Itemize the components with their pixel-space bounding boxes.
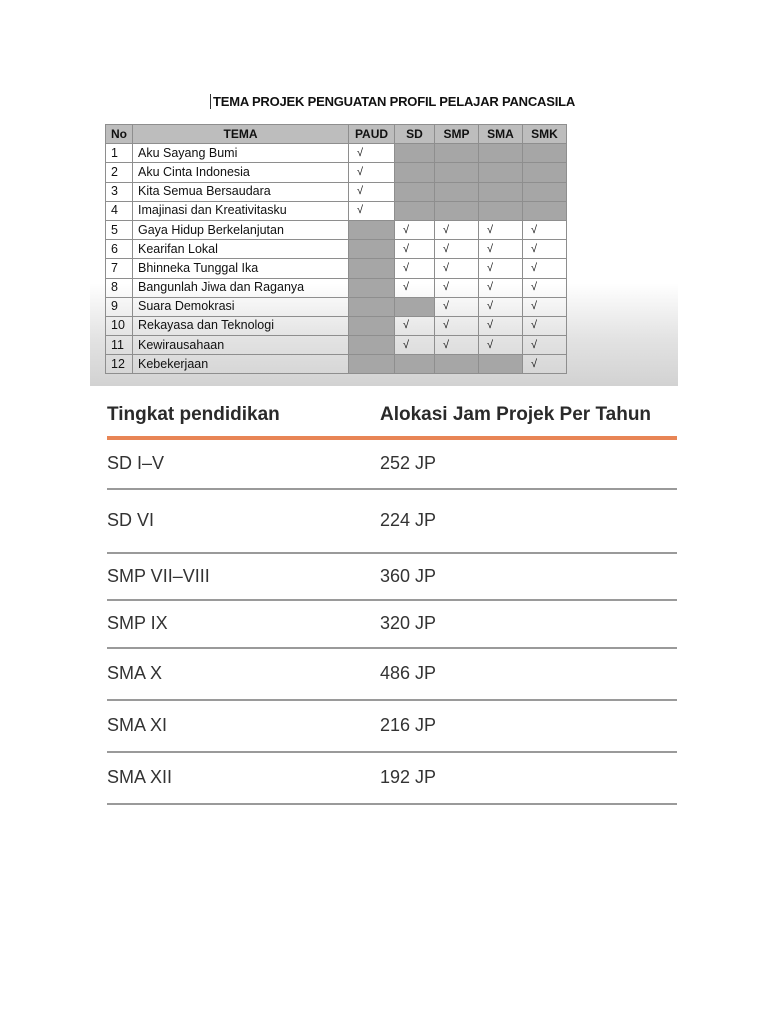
allocation-header [107, 396, 677, 440]
tema-row-no: 5 [106, 220, 133, 239]
allocation-body [107, 440, 677, 805]
tema-cell-sma [479, 182, 523, 201]
tema-cell-smp: √ [435, 316, 479, 335]
tema-cell-paud [349, 336, 395, 355]
tema-cell-paud [349, 355, 395, 374]
tema-cell-paud: √ [349, 163, 395, 182]
tema-cell-sma [479, 163, 523, 182]
tema-cell-smp [435, 163, 479, 182]
tema-cell-smk [523, 163, 567, 182]
allocation-hours: 252 JP [380, 453, 437, 473]
tema-cell-smp: √ [435, 259, 479, 278]
allocation-hours: 224 JP [380, 510, 437, 530]
tema-row-name: Imajinasi dan Kreativitasku [133, 201, 349, 220]
tema-cell-smp: √ [435, 336, 479, 355]
tema-cell-smk: √ [523, 259, 567, 278]
tema-cell-sd: √ [395, 240, 435, 259]
tema-row [106, 259, 567, 278]
tema-cell-sma [479, 144, 523, 163]
tema-cell-smk [523, 144, 567, 163]
tema-table [105, 124, 567, 374]
tema-cell-sma: √ [479, 336, 523, 355]
tema-row-no: 4 [106, 201, 133, 220]
tema-row-name: Aku Sayang Bumi [133, 144, 349, 163]
tema-cell-sd [395, 297, 435, 316]
header-sd: SD [395, 125, 435, 144]
tema-row-no: 8 [106, 278, 133, 297]
tema-row-no: 12 [106, 355, 133, 374]
tema-cell-paud [349, 297, 395, 316]
tema-cell-paud [349, 240, 395, 259]
tema-cell-sma: √ [479, 316, 523, 335]
allocation-row [107, 701, 677, 753]
tema-row-name: Suara Demokrasi [133, 297, 349, 316]
header-alokasi-jam: Alokasi Jam Projek Per Tahun [380, 404, 652, 425]
header-smp: SMP [435, 125, 479, 144]
tema-title: TEMA PROJEK PENGUATAN PROFIL PELAJAR PANCASILA [210, 94, 563, 109]
tema-row-name: Gaya Hidup Berkelanjutan [133, 220, 349, 239]
tema-row [106, 182, 567, 201]
tema-row-no: 7 [106, 259, 133, 278]
tema-row [106, 297, 567, 316]
tema-row-no: 10 [106, 316, 133, 335]
allocation-level: SD VI [107, 510, 155, 530]
tema-cell-smk [523, 201, 567, 220]
tema-cell-smk: √ [523, 336, 567, 355]
allocation-row [107, 649, 677, 701]
tema-row-name: Rekayasa dan Teknologi [133, 316, 349, 335]
tema-table-body [106, 144, 567, 374]
allocation-level: SMP IX [107, 613, 168, 633]
tema-cell-smk: √ [523, 278, 567, 297]
tema-cell-sd: √ [395, 336, 435, 355]
allocation-hours: 320 JP [380, 613, 437, 633]
tema-row-name: Bhinneka Tunggal Ika [133, 259, 349, 278]
header-sma: SMA [479, 125, 523, 144]
tema-cell-sd [395, 163, 435, 182]
tema-cell-sd: √ [395, 259, 435, 278]
tema-cell-sma: √ [479, 220, 523, 239]
tema-row-name: Bangunlah Jiwa dan Raganya [133, 278, 349, 297]
allocation-level: SMA XII [107, 767, 173, 787]
tema-cell-smp [435, 182, 479, 201]
tema-cell-sd: √ [395, 316, 435, 335]
tema-cell-paud [349, 316, 395, 335]
tema-screenshot [90, 84, 678, 386]
tema-cell-sma: √ [479, 297, 523, 316]
tema-row-name: Kearifan Lokal [133, 240, 349, 259]
tema-cell-smp [435, 144, 479, 163]
tema-row [106, 355, 567, 374]
header-smk: SMK [523, 125, 567, 144]
tema-row-no: 6 [106, 240, 133, 259]
tema-row [106, 336, 567, 355]
tema-row [106, 144, 567, 163]
tema-row-no: 1 [106, 144, 133, 163]
header-tema: TEMA [133, 125, 349, 144]
header-paud: PAUD [349, 125, 395, 144]
tema-cell-sma: √ [479, 278, 523, 297]
tema-row [106, 278, 567, 297]
tema-cell-paud [349, 220, 395, 239]
tema-cell-smk: √ [523, 297, 567, 316]
tema-row [106, 201, 567, 220]
allocation-hours: 216 JP [380, 715, 437, 735]
allocation-row [107, 440, 677, 490]
tema-row-no: 2 [106, 163, 133, 182]
header-no: No [106, 125, 133, 144]
tema-row-name: Kita Semua Bersaudara [133, 182, 349, 201]
tema-cell-sd: √ [395, 278, 435, 297]
allocation-table [107, 396, 677, 805]
tema-cell-sma [479, 355, 523, 374]
tema-row [106, 240, 567, 259]
allocation-level: SD I–V [107, 453, 165, 473]
tema-row-no: 9 [106, 297, 133, 316]
tema-cell-smk: √ [523, 220, 567, 239]
tema-cell-sd [395, 144, 435, 163]
tema-cell-sd [395, 182, 435, 201]
tema-cell-smp [435, 201, 479, 220]
tema-cell-paud: √ [349, 201, 395, 220]
tema-row [106, 316, 567, 335]
allocation-row [107, 601, 677, 649]
tema-cell-smp: √ [435, 297, 479, 316]
tema-cell-paud: √ [349, 182, 395, 201]
tema-row [106, 163, 567, 182]
tema-cell-sd: √ [395, 220, 435, 239]
tema-header-row [106, 125, 567, 144]
tema-cell-sd [395, 355, 435, 374]
header-tingkat-pendidikan: Tingkat pendidikan [107, 404, 280, 425]
tema-row-name: Kewirausahaan [133, 336, 349, 355]
tema-row-name: Kebekerjaan [133, 355, 349, 374]
allocation-row [107, 490, 677, 554]
tema-cell-sma [479, 201, 523, 220]
tema-cell-smp [435, 355, 479, 374]
tema-cell-smk [523, 182, 567, 201]
tema-cell-paud [349, 278, 395, 297]
tema-cell-paud: √ [349, 144, 395, 163]
tema-cell-smp: √ [435, 240, 479, 259]
allocation-hours: 486 JP [380, 663, 437, 683]
tema-cell-smp: √ [435, 278, 479, 297]
tema-cell-sma: √ [479, 259, 523, 278]
tema-row [106, 220, 567, 239]
tema-row-name: Aku Cinta Indonesia [133, 163, 349, 182]
tema-cell-sd [395, 201, 435, 220]
tema-cell-smk: √ [523, 355, 567, 374]
tema-cell-smk: √ [523, 240, 567, 259]
allocation-hours: 360 JP [380, 566, 437, 586]
tema-cell-smp: √ [435, 220, 479, 239]
tema-cell-sma: √ [479, 240, 523, 259]
tema-row-no: 11 [106, 336, 133, 355]
tema-cell-smk: √ [523, 316, 567, 335]
allocation-row [107, 753, 677, 805]
allocation-row [107, 554, 677, 601]
tema-cell-paud [349, 259, 395, 278]
allocation-level: SMA XI [107, 715, 168, 735]
tema-row-no: 3 [106, 182, 133, 201]
allocation-hours: 192 JP [380, 767, 437, 787]
allocation-level: SMP VII–VIII [107, 566, 210, 586]
allocation-level: SMA X [107, 663, 163, 683]
